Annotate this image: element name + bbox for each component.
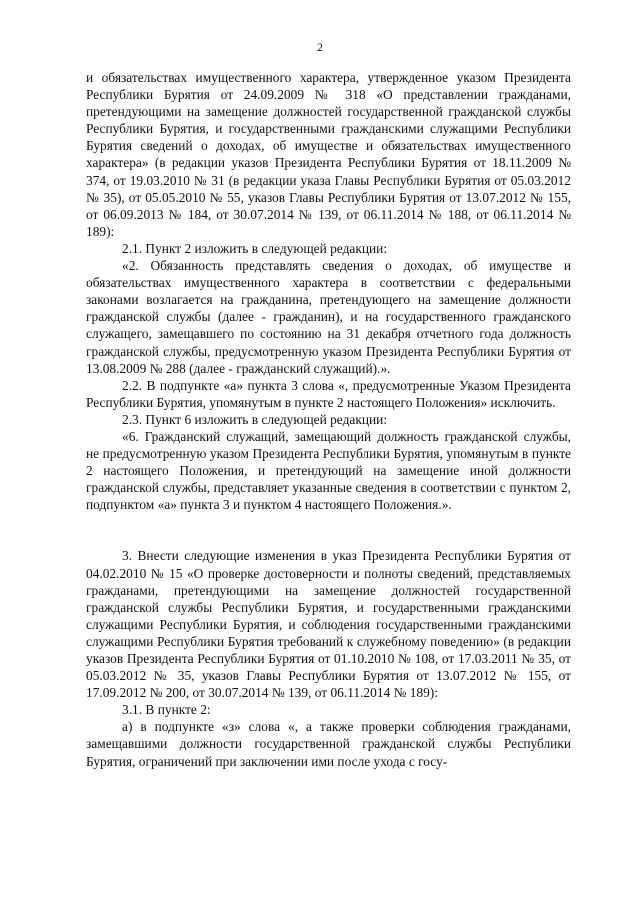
paragraph: а) в подпункте «з» слова «, а также проверки соблюдения гражданами, замещавшими должности государственной гражданской службы Республики Бурятия, ограничений при заключении ими после ухода с госу- — [86, 719, 571, 769]
paragraph: и обязательствах имущественного характера, утвержденное указом Президента Республики Бурятия от 24.09.2009 № 318 «О представлении гражданами, претендующими на замещение должностей государственной гражданской службы Республики Бурятия, и государственными гражданскими служащими Республики Бурятия сведений о доходах, об имуществе и обязательствах имущественного характера» (в редакции указов Президента Республики Бурятия от 18.11.2009 № 374, от 19.03.2010 № 31 (в редакции указа Главы Республики Бурятия от 05.03.2012 № 35), от 05.05.2010 № 55, указов Главы Республики Бурятия от 13.07.2012 № 155, от 06.09.2013 № 184, от 30.07.2014 № 139, от 06.11.2014 № 188, от 06.11.2014 № 189): — [86, 70, 571, 239]
paragraph: 2.2. В подпункте «а» пункта 3 слова «, предусмотренные Указом Президента Республики Бурятия, упомянутым в пункте 2 настоящего Положения» исключить. — [86, 377, 571, 410]
paragraph: 2.3. Пункт 6 изложить в следующей редакции: — [122, 411, 388, 427]
paragraph: 2.1. Пункт 2 изложить в следующей редакции: — [122, 240, 388, 256]
paragraph: «6. Гражданский служащий, замещающий должность гражданской службы, не предусмотренную указом Президента Республики Бурятия, упомянутым в пункте 2 настоящего Положения, и претендующий на замещение иной должности гражданской службы, представляет указанные сведения в соответствии с пунктом 2, подпунктом «а» пункта 3 и пунктом 4 настоящего Положения.». — [86, 428, 571, 513]
page-number: 2 — [317, 40, 323, 54]
document-body — [86, 69, 571, 770]
paragraph: 3.1. В пункте 2: — [122, 702, 211, 718]
paragraph: «2. Обязанность представлять сведения о доходах, об имуществе и обязательствах имущественного характера в соответствии с федеральными законами возлагается на гражданина, претендующего на замещение должности гражданской службы (далее - гражданин), и на государственного гражданского служащего, замещавшего по состоянию на 31 декабря отчетного года должность гражданской службы, предусмотренную указом Президента Республики Бурятия от 13.08.2009 № 288 (далее - гражданский служащий).». — [86, 258, 571, 376]
paragraph-gap — [86, 513, 571, 547]
paragraph: 3. Внести следующие изменения в указ Президента Республики Бурятия от 04.02.2010 № 15 «О проверке достоверности и полноты сведений, представляемых гражданами, претендующими на замещение должностей государственной гражданской службы Республики Бурятия, и государственными гражданскими служащими Республики Бурятия, и соблюдения государственными гражданскими служащими Республики Бурятия требований к служебному поведению» (в редакции указов Президента Республики Бурятия от 01.10.2010 № 108, от 17.03.2011 № 35, от 05.03.2012 № 35, указов Главы Республики Бурятия от 13.07.2012 № 155, от 17.09.2012 № 200, от 30.07.2014 № 139, от 06.11.2014 № 189): — [86, 548, 571, 701]
